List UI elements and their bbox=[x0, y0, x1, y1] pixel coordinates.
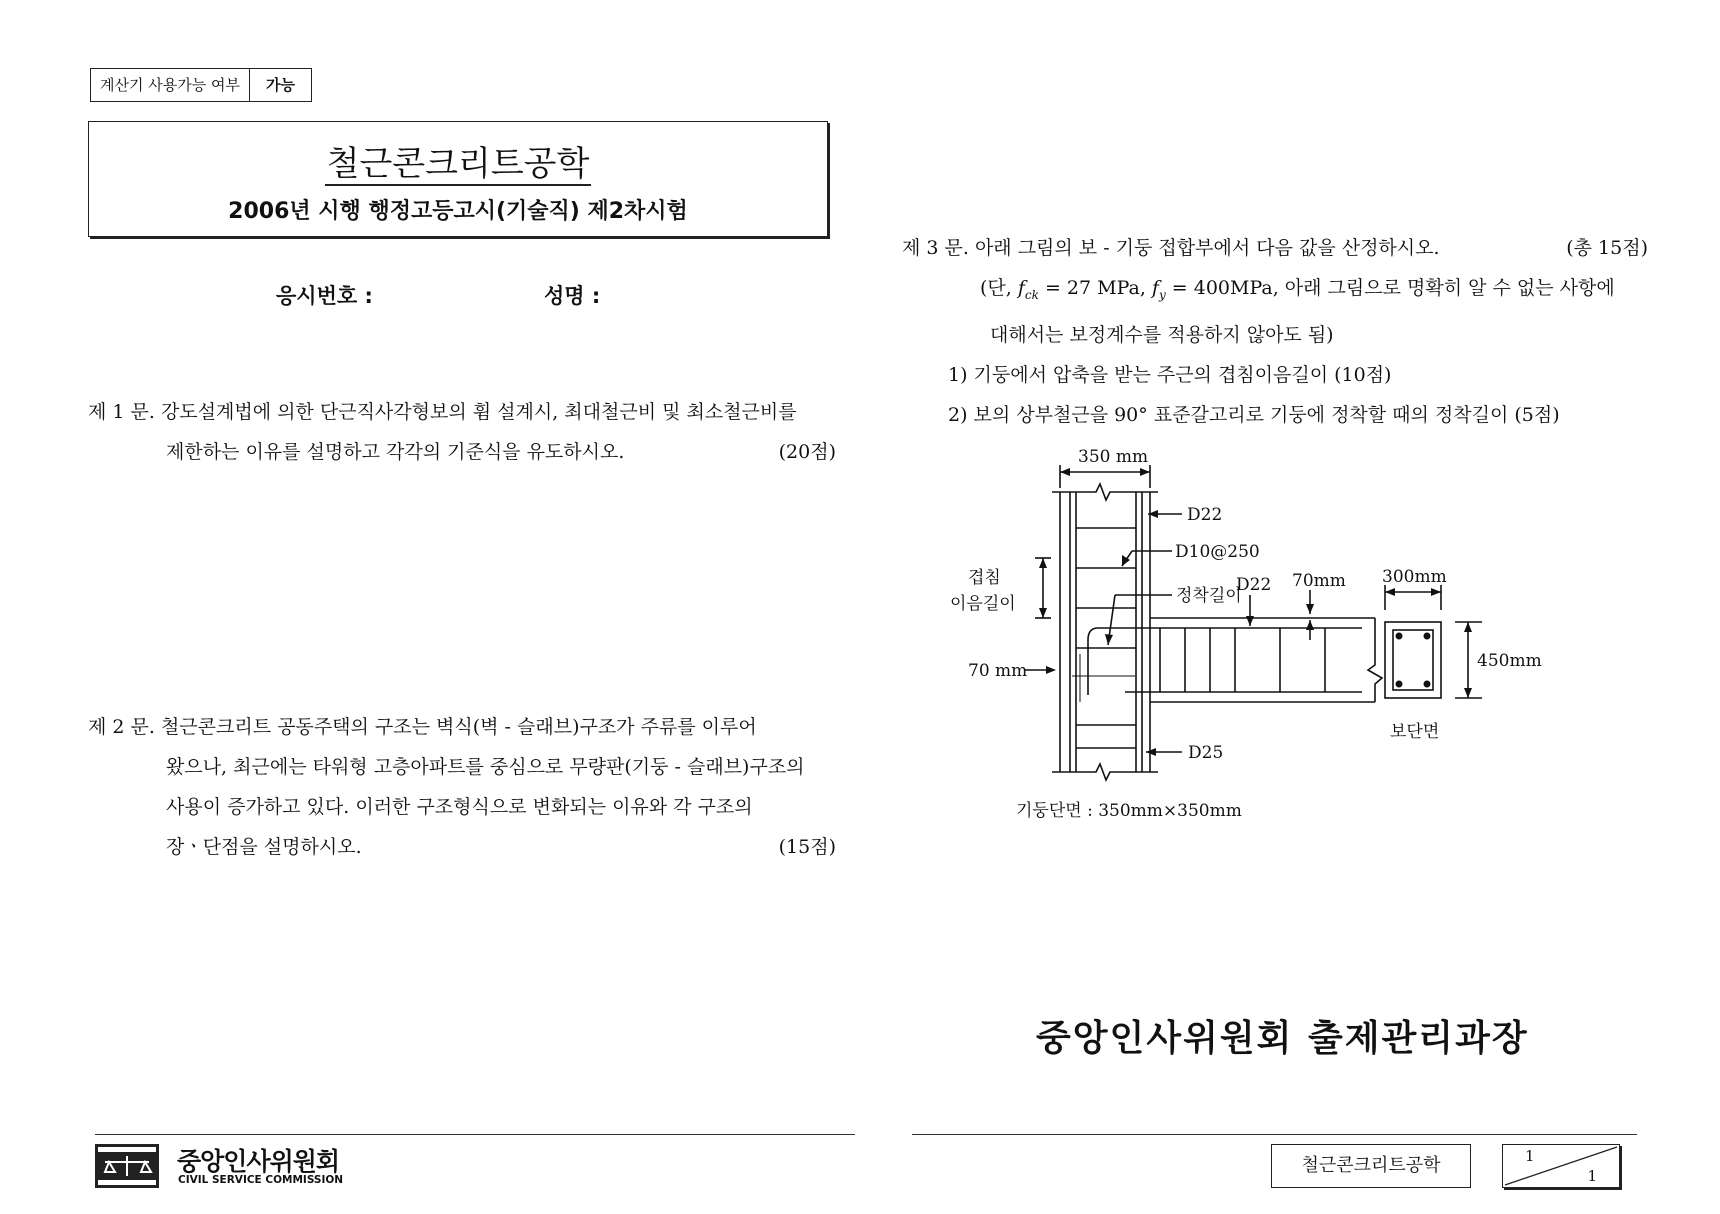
footer-divider-right bbox=[912, 1134, 1637, 1135]
q3-line-1: 제 3 문. 아래 그림의 보 - 기둥 접합부에서 다음 값을 산정하시오. bbox=[902, 237, 1440, 259]
calculator-label: 계산기 사용가능 여부 bbox=[91, 69, 250, 101]
question-2 bbox=[88, 707, 836, 867]
lap-label-1: 겹침 bbox=[968, 568, 1001, 588]
question-3 bbox=[902, 228, 1648, 435]
issuer-signature: 중앙인사위원회 출제관리과장 bbox=[1036, 1017, 1529, 1059]
candidate-number-label: 응시번호 : bbox=[276, 284, 373, 308]
exam-title: 2006년 시행 행정고등고시(기술직) 제2차시험 bbox=[228, 199, 688, 224]
beam-section-label: 보단면 bbox=[1390, 722, 1440, 742]
calculator-permission-box bbox=[90, 68, 312, 102]
footer-subject: 철근콘크리트공학 bbox=[1271, 1144, 1471, 1188]
beam-column-joint-figure bbox=[950, 440, 1650, 840]
q3-conditions-cont: 대해서는 보정계수를 적용하지 않아도 됨) bbox=[990, 323, 1334, 346]
q2-line-3: 사용이 증가하고 있다. 이러한 구조형식으로 변화되는 이유와 각 구조의 bbox=[166, 796, 753, 818]
commission-emblem-icon bbox=[95, 1144, 159, 1188]
d22-beam-label: D22 bbox=[1236, 575, 1272, 595]
cover-left-label: 70 mm bbox=[968, 661, 1028, 681]
col-section-label: 기둥단면 : 350mm×350mm bbox=[1016, 801, 1242, 821]
q3-points: (총 15점) bbox=[1566, 237, 1648, 259]
tie-label: D10@250 bbox=[1175, 542, 1260, 562]
q2-line-1: 제 2 문. 철근콘크리트 공동주택의 구조는 벽식(벽 - 슬래브)구조가 주류를 이루어 bbox=[88, 716, 757, 738]
d25-label: D25 bbox=[1188, 743, 1224, 763]
q3-subquestion-1: 1) 기둥에서 압축을 받는 주근의 겹침이음길이 (10점) bbox=[948, 363, 1392, 386]
page-number-box bbox=[1502, 1144, 1620, 1188]
anchor-label: 정착길이 bbox=[1176, 586, 1242, 606]
page-total: 1 bbox=[1587, 1167, 1597, 1185]
page-current: 1 bbox=[1525, 1147, 1535, 1165]
subject-title: 철근콘크리트공학 bbox=[326, 144, 590, 184]
logo-text-en: CIVIL SERVICE COMMISSION bbox=[178, 1174, 344, 1186]
lap-label-2: 이음길이 bbox=[950, 594, 1016, 614]
beam-width-label: 300mm bbox=[1382, 567, 1447, 587]
title-box bbox=[88, 121, 828, 237]
q2-line-2: 왔으나, 최근에는 타워형 고층아파트를 중심으로 무량판(기둥 - 슬래브)구조의 bbox=[166, 756, 805, 778]
logo-text-kr: 중앙인사위원회 bbox=[177, 1147, 340, 1176]
beam-height-label: 450mm bbox=[1477, 651, 1542, 671]
calculator-value: 가능 bbox=[265, 76, 295, 94]
q2-points: (15점) bbox=[778, 836, 836, 858]
q3-conditions: (단, $f_{ck} = 27$ MPa, $f_y = 400MPa$, 아래 그림으로 명확히 알 수 없는 사항에 bbox=[980, 277, 1615, 302]
q3-subquestion-2: 2) 보의 상부철근을 90° 표준갈고리로 기둥에 정착할 때의 정착길이 (5점) bbox=[948, 403, 1560, 426]
d22-col-label: D22 bbox=[1187, 505, 1223, 525]
col-width-label: 350 mm bbox=[1078, 447, 1149, 467]
q1-line-1: 제 1 문. 강도설계법에 의한 단근직사각형보의 휨 설계시, 최대철근비 및 최소철근비를 bbox=[88, 401, 797, 423]
q2-line-4: 장ㆍ단점을 설명하시오. bbox=[166, 836, 362, 858]
question-1 bbox=[88, 392, 836, 472]
footer-divider-left bbox=[95, 1134, 855, 1135]
q1-line-2: 제한하는 이유를 설명하고 각각의 기준식을 유도하시오. bbox=[166, 441, 625, 463]
cover-top-label: 70mm bbox=[1292, 571, 1346, 591]
candidate-name-label: 성명 : bbox=[544, 284, 601, 308]
q1-points: (20점) bbox=[778, 441, 836, 463]
